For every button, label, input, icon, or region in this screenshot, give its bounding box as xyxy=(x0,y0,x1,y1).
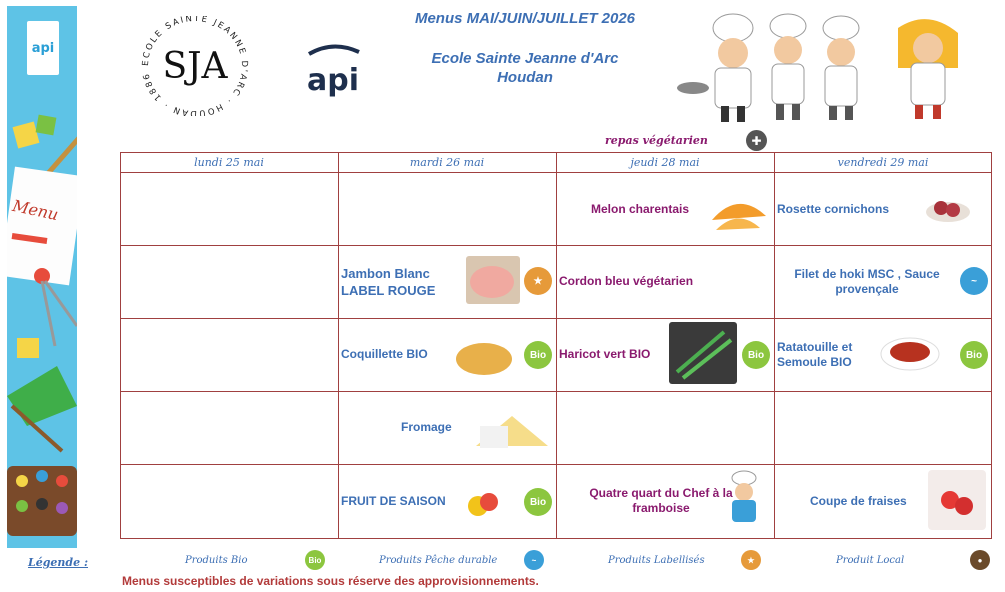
api-strip-logo: api xyxy=(27,21,59,75)
ratatouille-photo xyxy=(879,330,941,374)
label-rouge-badge: ★ xyxy=(524,267,552,295)
svg-text:ECOLE SAINTE JEANNE D'ARC · HO: ECOLE SAINTE JEANNE D'ARC · HOUDAN · 1886 xyxy=(140,16,250,116)
school-name: Ecole Sainte Jeanne d'Arc Houdan xyxy=(431,50,619,86)
chef-icon xyxy=(722,470,766,528)
decorative-sidebar xyxy=(7,6,77,548)
fromage-photo xyxy=(472,396,550,458)
day-header-tuesday: mardi 26 mai xyxy=(409,156,485,169)
bio-badge-ratatouille: Bio xyxy=(960,341,988,369)
legend-bio-icon: Bio xyxy=(305,550,325,570)
svg-text:Menu: Menu xyxy=(10,195,61,225)
legend-local-label: Produit Local xyxy=(836,555,905,566)
school-supplies-illustration xyxy=(7,76,77,548)
haricot-photo xyxy=(669,322,737,384)
dish-melon: Melon charentais xyxy=(591,202,690,216)
fruit-photo xyxy=(464,482,502,522)
dish-hoki: Filet de hoki MSC , Sauce provençale xyxy=(794,267,940,296)
svg-text:SJA: SJA xyxy=(162,46,228,87)
dish-fraises: Coupe de fraises xyxy=(810,494,907,508)
legend-label-icon: ★ xyxy=(741,550,761,570)
dish-quatre-quart: Quatre quart du Chef à la framboise xyxy=(589,486,733,515)
day-header-friday: vendredi 29 mai xyxy=(837,156,929,169)
legend-local-icon: ● xyxy=(970,550,990,570)
dish-cordon-bleu: Cordon bleu végétarien xyxy=(559,274,694,288)
dish-ratatouille: Ratatouille et Semoule BIO xyxy=(777,340,853,369)
dish-rosette: Rosette cornichons xyxy=(777,202,890,216)
svg-text:api: api xyxy=(307,63,360,98)
bio-badge-haricot: Bio xyxy=(742,341,770,369)
dish-jambon: Jambon Blanc LABEL ROUGE xyxy=(341,266,436,298)
peche-durable-badge: ~ xyxy=(960,267,988,295)
vegetarian-label: repas végétarien xyxy=(605,134,708,147)
fraises-photo xyxy=(928,470,986,530)
legend-title: Légende : xyxy=(28,556,89,569)
day-header-thursday: jeudi 28 mai xyxy=(630,156,700,169)
jambon-photo xyxy=(466,256,520,304)
melon-photo xyxy=(708,190,768,232)
coquillette-photo xyxy=(453,323,515,379)
legend-label-label: Produits Labellisés xyxy=(608,555,705,566)
legend-peche-icon: ~ xyxy=(524,550,544,570)
day-header-monday: lundi 25 mai xyxy=(194,156,264,169)
bio-badge-fruit: Bio xyxy=(524,488,552,516)
rosette-photo xyxy=(925,194,971,224)
dish-haricot: Haricot vert BIO xyxy=(559,347,651,361)
vegetarian-icon: ✚ xyxy=(746,130,767,151)
dish-coquillette: Coquillette BIO xyxy=(341,347,428,361)
dish-fruit: FRUIT DE SAISON xyxy=(341,494,446,508)
bio-badge-coquillette: Bio xyxy=(524,341,552,369)
menu-table xyxy=(120,152,992,539)
dish-fromage: Fromage xyxy=(401,420,452,434)
legend-bio-label: Produits Bio xyxy=(185,555,248,566)
sja-seal-logo xyxy=(130,16,260,116)
supply-note: Menus susceptibles de variations sous réserve des approvisionnements. xyxy=(122,574,539,588)
legend-peche-label: Produits Pêche durable xyxy=(379,555,498,566)
chefs-illustration xyxy=(673,8,973,126)
menu-title: Menus MAI/JUIN/JUILLET 2026 xyxy=(414,10,636,27)
